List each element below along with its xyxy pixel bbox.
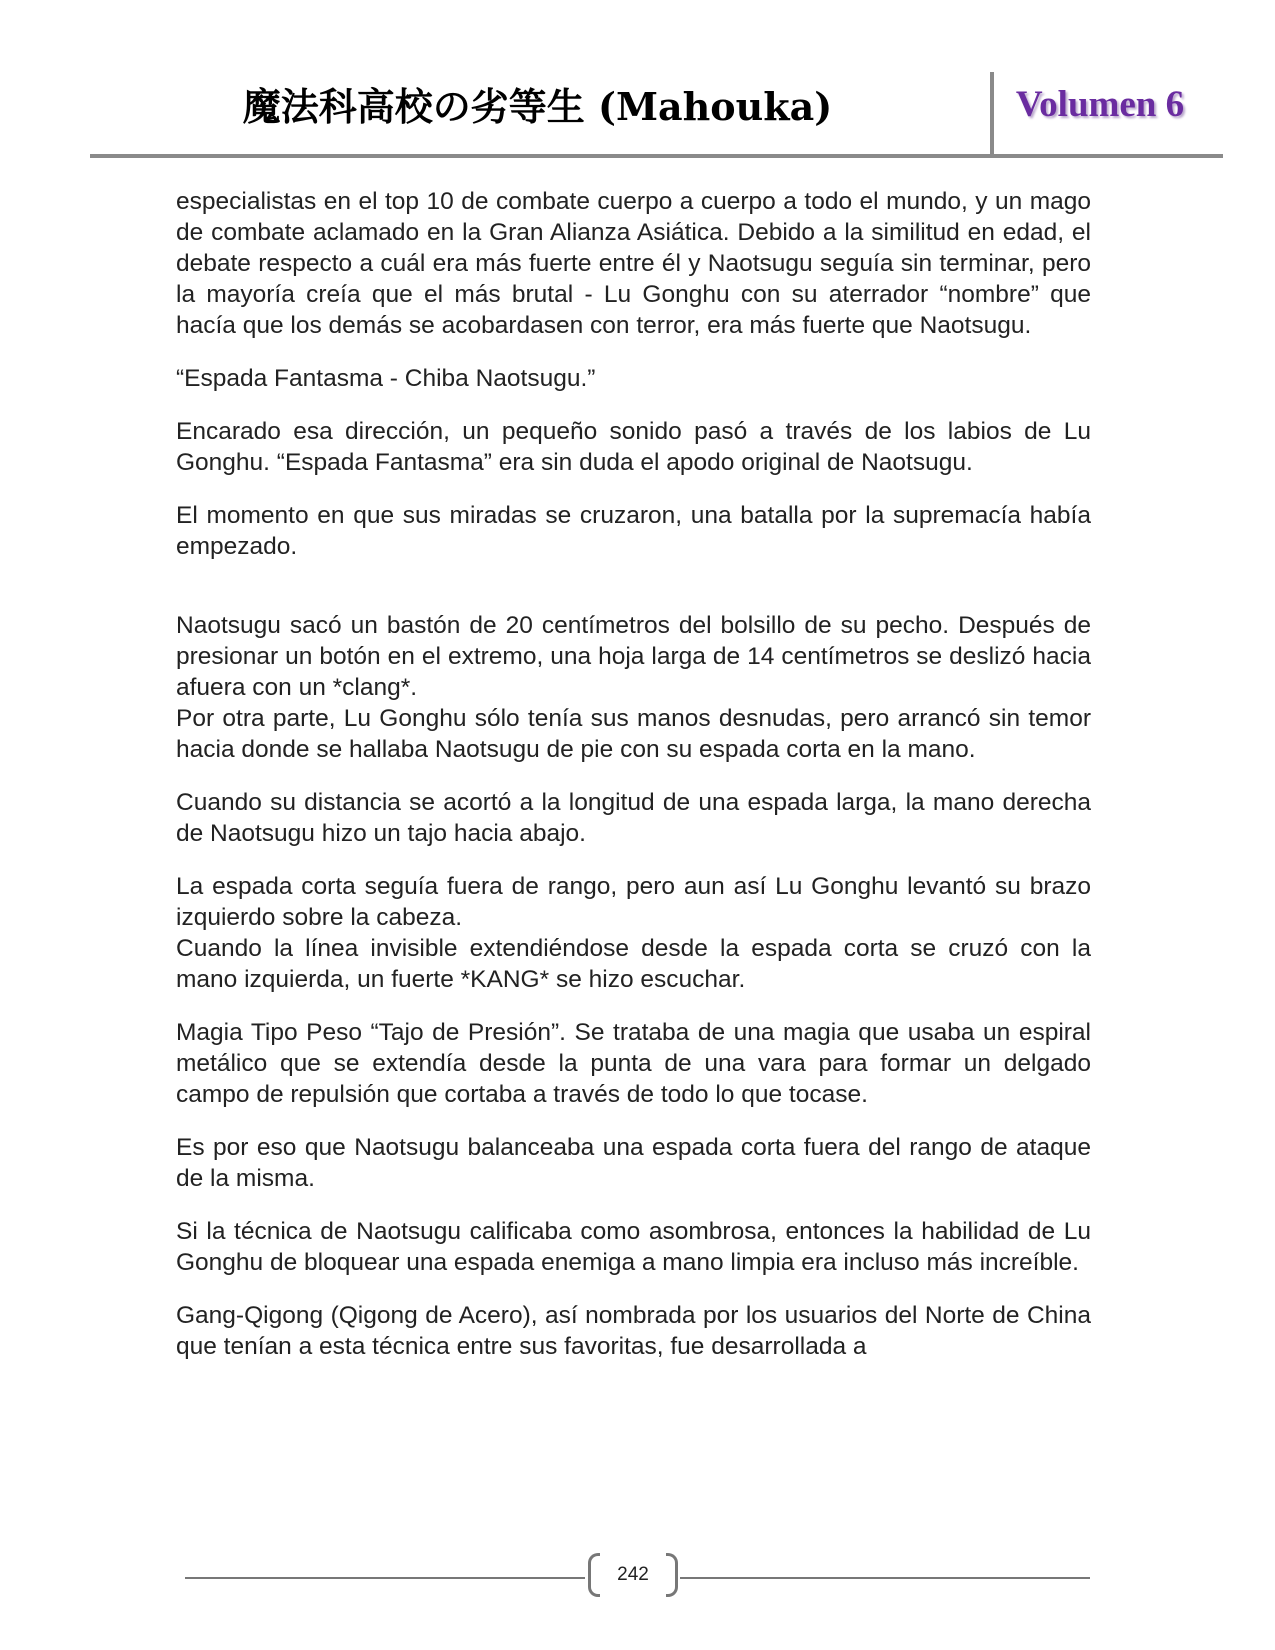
header-rule: [90, 154, 1223, 158]
paragraph: Cuando la línea invisible extendiéndose desde la espada corta se cruzó con la mano izquierda, un fuerte *KANG* se hizo escuchar.: [176, 935, 1091, 993]
paragraph: Es por eso que Naotsugu balanceaba una espada corta fuera del rango de ataque de la misma.: [176, 1134, 1091, 1192]
paragraph: Si la técnica de Naotsugu calificaba como asombrosa, entonces la habilidad de Lu Gonghu de bloquear una espada enemiga a mano limpia era incluso más increíble.: [176, 1218, 1091, 1276]
paragraph: Por otra parte, Lu Gonghu sólo tenía sus manos desnudas, pero arrancó sin temor hacia donde se hallaba Naotsugu de pie con su espada corta en la mano.: [176, 705, 1091, 763]
paragraph: La espada corta seguía fuera de rango, pero aun así Lu Gonghu levantó su brazo izquierdo sobre la cabeza.: [176, 873, 1091, 931]
paragraph: Magia Tipo Peso “Tajo de Presión”. Se trataba de una magia que usaba un espiral metálico que se extendía desde la punta de una vara para formar un delgado campo de repulsión que cortaba a través de todo lo que tocase.: [176, 1019, 1091, 1108]
volume-label: Volumen 6: [1015, 84, 1185, 125]
paragraph: “Espada Fantasma - Chiba Naotsugu.”: [176, 365, 596, 392]
paragraph: Encarado esa dirección, un pequeño sonido pasó a través de los labios de Lu Gonghu. “Espada Fantasma” era sin duda el apodo original de Naotsugu.: [176, 418, 1091, 476]
paragraph: Cuando su distancia se acortó a la longitud de una espada larga, la mano derecha de Naotsugu hizo un tajo hacia abajo.: [176, 789, 1091, 847]
header-vertical-divider: [990, 72, 994, 156]
paragraph: especialistas en el top 10 de combate cuerpo a cuerpo a todo el mundo, y un mago de combate aclamado en la Gran Alianza Asiática. Debido a la similitud en edad, el debate respecto a cuál era más fuerte entre él y Naotsugu seguía sin terminar, pero la mayoría creía que el más brutal - Lu Gonghu con su aterrador “nombre” que hacía que los demás se acobardasen con terror, era más fuerte que Naotsugu.: [176, 188, 1091, 339]
footer-rule-right: [680, 1577, 1090, 1579]
book-title: 魔法科高校の劣等生 (Mahouka): [242, 84, 833, 129]
right-bracket-icon: [666, 1553, 678, 1597]
body-text: [176, 186, 1091, 1362]
footer-rule-left: [185, 1577, 585, 1579]
page-number: 242: [617, 1564, 649, 1585]
left-bracket-icon: [588, 1553, 600, 1597]
paragraph: El momento en que sus miradas se cruzaron, una batalla por la supremacía había empezado.: [176, 502, 1091, 560]
paragraph: Naotsugu sacó un bastón de 20 centímetros del bolsillo de su pecho. Después de presionar un botón en el extremo, una hoja larga de 14 centímetros se deslizó hacia afuera con un *clang*.: [176, 612, 1091, 701]
paragraph: Gang-Qigong (Qigong de Acero), así nombrada por los usuarios del Norte de China que tenían a esta técnica entre sus favoritas, fue desarrollada a: [176, 1302, 1091, 1360]
